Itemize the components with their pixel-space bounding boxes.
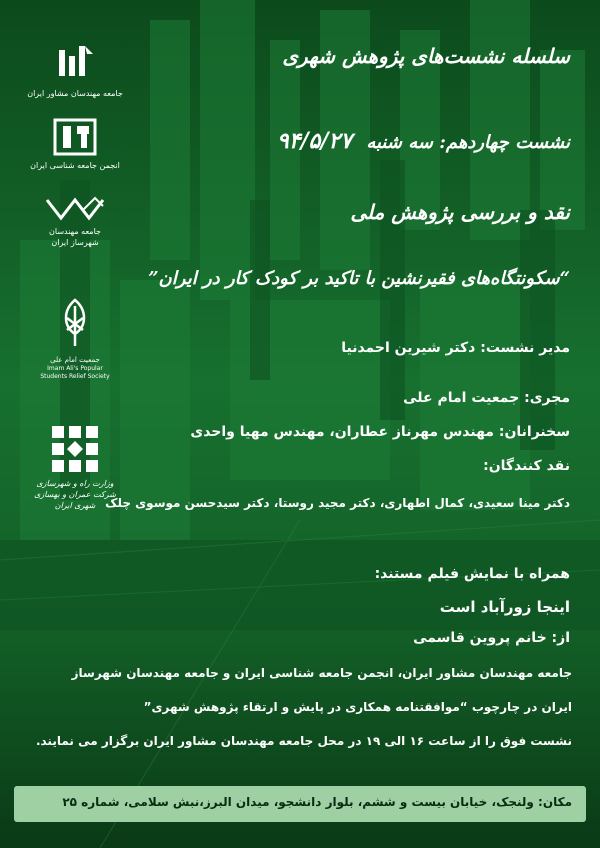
film-by: از: خانم پروین قاسمی [413, 630, 570, 646]
logo-caption-fa: جمعیت امام علی [50, 356, 100, 364]
critics: دکتر مینا سعیدی، کمال اطهاری، دکتر مجید روستا، دکتر سیدحسن موسوی چلک [105, 496, 570, 510]
logo-imam-ali-society [20, 296, 130, 381]
logo-caption-en: Imam Ali's Popular Students Relief Society [40, 365, 110, 380]
sociology-association-logo-icon [53, 118, 97, 156]
organizer: مجری: جمعیت امام علی [403, 390, 570, 406]
logo-consulting-engineers [20, 40, 130, 99]
body-line-1: جامعه مهندسان مشاور ایران، انجمن جامعه شناسی ایران و جامعه مهندسان شهرساز [71, 666, 572, 680]
project-title: “سکونتگاه‌های فقیرنشین با تاکید بر کودک کار در ایران” [148, 268, 570, 289]
footer-address: مکان: ولنجک، خیابان بیست و ششم، بلوار دانشجو، میدان البرز،نبش سلامی، شماره ۲۵ [62, 795, 572, 809]
logo-caption: جامعه مهندسان شهرساز ایران [49, 227, 101, 247]
body-line-2: ایران در چارچوب “موافقتنامه همکاری در پایش و ارتقاء پژوهش شهری” [143, 700, 572, 714]
logo-urban-planners [20, 196, 130, 248]
session-label: نشست چهاردهم: سه شنبه [366, 132, 570, 153]
ministry-roads-logo-icon [50, 424, 100, 474]
logo-caption: وزارت راه و شهرسازی شرکت عمران و بهسازی شهری ایران [34, 479, 116, 510]
logo-caption: جامعه مهندسان مشاور ایران [27, 89, 123, 98]
consulting-engineers-logo-icon [53, 40, 97, 84]
film-title: اینجا زورآباد است [439, 598, 570, 616]
session-date: ۹۴/۵/۲۷ [276, 128, 353, 154]
footer-bar [14, 786, 586, 822]
body-line-3: نشست فوق را از ساعت ۱۶ الی ۱۹ در محل جامعه مهندسان مشاور ایران برگزار می نمایند. [35, 734, 572, 748]
moderator: مدیر نشست: دکتر شیرین احمدنیا [341, 340, 570, 356]
heading: نقد و بررسی پژوهش ملی [350, 200, 570, 224]
logo-sociology-association [20, 118, 130, 171]
logo-caption: انجمن جامعه شناسی ایران [30, 161, 120, 170]
speakers: سخنرانان: مهندس مهرناز عطاران، مهندس مهیا واحدی [190, 424, 570, 440]
urban-planners-logo-icon [43, 196, 107, 222]
critics-label: نقد کنندگان: [483, 458, 570, 474]
film-intro: همراه با نمایش فیلم مستند: [374, 566, 570, 582]
imam-ali-society-logo-icon [55, 296, 95, 352]
session-line [150, 128, 570, 154]
series-title: سلسله نشست‌های پژوهش شهری [282, 44, 570, 68]
